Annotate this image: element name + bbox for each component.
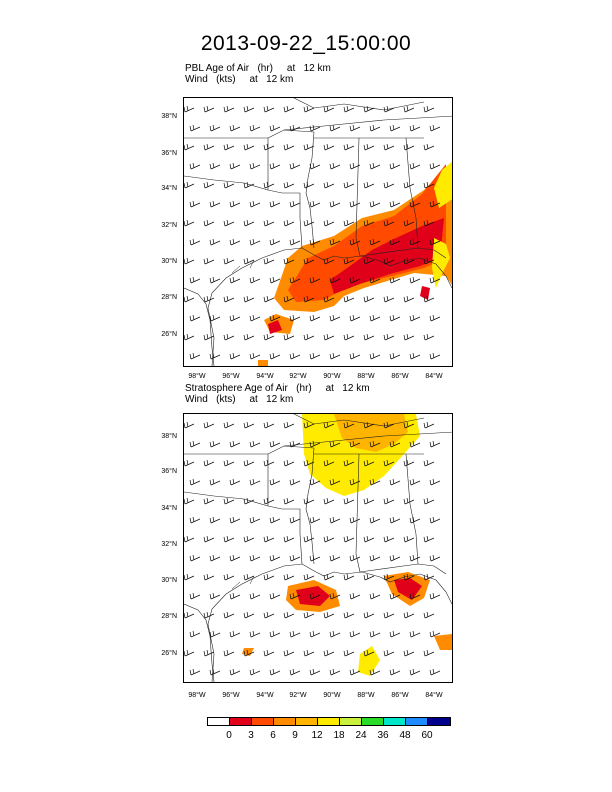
colorbar-label: 0: [226, 730, 232, 741]
lat-label: 32°N: [161, 222, 177, 229]
panel1-title: PBL Age of Air (hr) at 12 km: [185, 63, 331, 74]
lat-label: 30°N: [161, 258, 177, 265]
colorbar-swatch: [406, 718, 428, 725]
panel2-subtitle: Wind (kts) at 12 km: [185, 394, 294, 405]
lon-label: 86°W: [391, 692, 409, 699]
lon-label: 84°W: [425, 692, 443, 699]
lon-label: 92°W: [289, 373, 307, 380]
map-boundaries: [184, 414, 452, 682]
lon-label: 90°W: [323, 692, 341, 699]
lat-label: 26°N: [161, 331, 177, 338]
lat-label: 38°N: [161, 433, 177, 440]
colorbar-label: 6: [270, 730, 276, 741]
colorbar: [207, 717, 451, 726]
lon-label: 90°W: [323, 373, 341, 380]
colorbar-swatch: [230, 718, 252, 725]
stratosphere-age-shading: [242, 414, 452, 676]
colorbar-label: 18: [333, 730, 345, 741]
lon-label: 86°W: [391, 373, 409, 380]
lat-label: 36°N: [161, 468, 177, 475]
colorbar-label: 9: [292, 730, 298, 741]
colorbar-label: 24: [355, 730, 367, 741]
lon-label: 98°W: [188, 692, 206, 699]
colorbar-label: 48: [399, 730, 411, 741]
lon-label: 98°W: [188, 373, 206, 380]
lat-label: 34°N: [161, 505, 177, 512]
pbl-age-map: [183, 97, 453, 367]
colorbar-label: 60: [421, 730, 433, 741]
colorbar-swatch: [362, 718, 384, 725]
panel2-title: Stratosphere Age of Air (hr) at 12 km: [185, 383, 370, 394]
stratosphere-age-map: [183, 413, 453, 683]
lat-label: 30°N: [161, 577, 177, 584]
lon-label: 84°W: [425, 373, 443, 380]
colorbar-swatch: [340, 718, 362, 725]
colorbar-label: 12: [311, 730, 323, 741]
lat-label: 26°N: [161, 650, 177, 657]
colorbar-swatch: [252, 718, 274, 725]
lat-label: 32°N: [161, 541, 177, 548]
lon-label: 92°W: [289, 692, 307, 699]
lon-label: 88°W: [357, 692, 375, 699]
lon-label: 94°W: [256, 373, 274, 380]
colorbar-swatch: [274, 718, 296, 725]
colorbar-label: 3: [248, 730, 254, 741]
colorbar-swatch: [428, 718, 450, 725]
colorbar-swatch: [318, 718, 340, 725]
figure-title: 2013-09-22_15:00:00: [200, 32, 412, 55]
colorbar-swatch: [384, 718, 406, 725]
lat-label: 28°N: [161, 613, 177, 620]
lon-label: 88°W: [357, 373, 375, 380]
lon-label: 96°W: [222, 692, 240, 699]
panel1-subtitle: Wind (kts) at 12 km: [185, 74, 294, 85]
colorbar-swatch: [296, 718, 318, 725]
lat-label: 28°N: [161, 294, 177, 301]
lat-label: 34°N: [161, 185, 177, 192]
lat-label: 38°N: [161, 113, 177, 120]
colorbar-label: 36: [377, 730, 389, 741]
lon-label: 96°W: [222, 373, 240, 380]
lon-label: 94°W: [256, 692, 274, 699]
lat-label: 36°N: [161, 150, 177, 157]
colorbar-swatch: [208, 718, 230, 725]
